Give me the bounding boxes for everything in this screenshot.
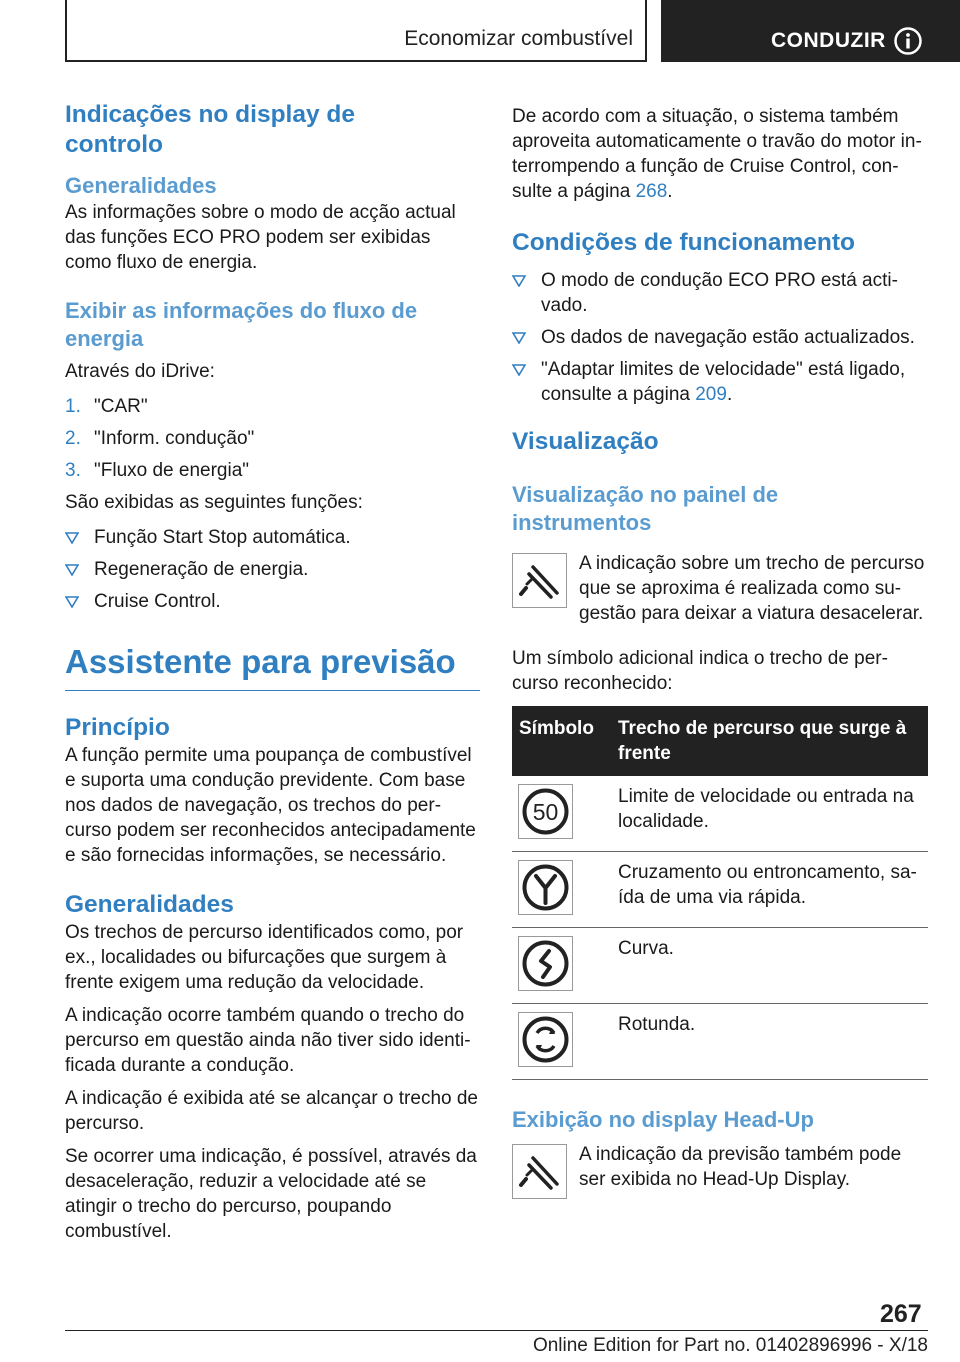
left-column: [65, 100, 480, 1244]
table-row: [512, 776, 928, 852]
heading-painel: Visualização no painel de instrumentos: [512, 482, 779, 535]
functions-list: [65, 525, 480, 614]
paragraph-generalidades-2c: A indicação é exibida até se alcançar o trecho de percurso.: [65, 1088, 478, 1134]
list-item: "Adaptar limites de velocidade" está ligado, consulte a página 209.: [512, 357, 928, 407]
paragraph-generalidades-1: As informações sobre o modo de acção actual das funções ECO PRO podem ser exibidas como fluxo de energia.: [65, 202, 456, 273]
footer-divider: [65, 1330, 928, 1331]
heading-visualizacao: Visualização: [512, 428, 659, 455]
list-item: Função Start Stop automática.: [65, 525, 480, 550]
section-divider: [65, 690, 480, 691]
table-cell-text: Limite de velocidade ou entrada na localidade.: [611, 776, 928, 852]
page-link-268[interactable]: 268: [635, 181, 668, 202]
paragraph-generalidades-2b: A indicação ocorre também quando o trecho do percurso em questão ainda não tiver sido identi-ficada durante a condução.: [65, 1005, 471, 1076]
triangle-bullet-icon: [512, 275, 526, 287]
painel-icon-row: [512, 551, 928, 626]
heading-hud: Exibição no display Head-Up: [512, 1107, 814, 1132]
heading-display: Indicações no display de controlo: [65, 101, 356, 158]
table-header-symbol: Símbolo: [512, 706, 611, 776]
table-header-row: [512, 706, 928, 776]
header-chapter-title: CONDUZIR: [771, 29, 886, 52]
list-item: 2. "Inform. condução": [65, 428, 255, 449]
conditions-list: [512, 268, 928, 407]
triangle-bullet-icon: [512, 364, 526, 376]
table-cell-text: Rotunda.: [611, 1004, 928, 1080]
heading-exibir: Exibir as informações do fluxo de energia: [65, 298, 418, 351]
paragraph-generalidades-2d: Se ocorrer uma indicação, é possível, através da desaceleração, reduzir a velocidade até se atingir o trecho do percurso, poupando combustível.: [65, 1146, 477, 1242]
table-header-trecho: Trecho de percurso que surge à frente: [611, 706, 928, 776]
junction-icon: [518, 860, 573, 915]
list-item: O modo de condução ECO PRO está acti-vado.: [512, 268, 928, 318]
paragraph-funcoes: São exibidas as seguintes funções:: [65, 492, 363, 513]
triangle-bullet-icon: [65, 564, 79, 576]
heading-assistente: Assistente para previsão: [65, 643, 456, 680]
hud-icon-row: [512, 1142, 928, 1202]
right-column: [512, 104, 928, 1202]
heading-condicoes: Condições de funcionamento: [512, 229, 856, 256]
symbol-table: [512, 706, 928, 1080]
list-item: 3. "Fluxo de energia": [65, 460, 250, 481]
list-item: Regeneração de energia.: [65, 557, 480, 582]
coasting-hint-icon: [512, 1144, 567, 1199]
table-cell-text: Cruzamento ou entroncamento, sa-ída de uma via rápida.: [611, 852, 928, 928]
info-icon[interactable]: [893, 26, 923, 56]
triangle-bullet-icon: [512, 332, 526, 344]
triangle-bullet-icon: [65, 532, 79, 544]
list-item: Os dados de navegação estão actualizados.: [512, 325, 928, 350]
svg-text:50: 50: [532, 799, 559, 825]
list-item: Cruise Control.: [65, 589, 480, 614]
header-section-title: Economizar combustível: [404, 27, 633, 50]
table-cell-text: Curva.: [611, 928, 928, 1004]
list-item: 1. "CAR": [65, 396, 148, 417]
table-row: [512, 928, 928, 1004]
paragraph-hud: A indicação da previsão também pode ser exibida no Head-Up Display.: [579, 1144, 902, 1190]
page-number: 267: [880, 1300, 922, 1328]
paragraph-idrive: Através do iDrive:: [65, 361, 215, 382]
footer-edition: Online Edition for Part no. 01402896996 - X/18: [532, 1335, 928, 1356]
heading-generalidades-2: Generalidades: [65, 891, 234, 918]
table-row: [512, 1004, 928, 1080]
paragraph-painel: A indicação sobre um trecho de percurso que se aproxima é realizada como su-gestão para deixar a viatura desacelerar.: [579, 553, 925, 624]
speed-limit-50-icon: [518, 784, 573, 839]
curve-icon: [518, 936, 573, 991]
table-row: [512, 852, 928, 928]
page-link-209[interactable]: 209: [695, 384, 727, 405]
steps-list: [65, 394, 480, 483]
heading-principio: Princípio: [65, 714, 170, 741]
paragraph-simbolo: Um símbolo adicional indica o trecho de per-curso reconhecido:: [512, 648, 888, 694]
heading-generalidades-1: Generalidades: [65, 173, 217, 198]
triangle-bullet-icon: [65, 596, 79, 608]
coasting-hint-icon: [512, 553, 567, 608]
paragraph-principio: A função permite uma poupança de combustível e suporta uma condução previdente. Com base nos dados de navegação, os trechos do per-curso podem ser reconhecidos antecipadamente e são fornecidas informações, se necessário.: [65, 745, 476, 866]
paragraph-travao: De acordo com a situação, o sistema também aproveita automaticamente o travão do motor in-terrompendo a função de Cruise Control, con-sulte a página 268.: [512, 106, 922, 202]
header-section-tab: [65, 0, 647, 62]
paragraph-generalidades-2a: Os trechos de percurso identificados como, por ex., localidades ou bifurcações que surgem à frente exigem uma redução da velocidade.: [65, 922, 464, 993]
roundabout-icon: [518, 1012, 573, 1067]
